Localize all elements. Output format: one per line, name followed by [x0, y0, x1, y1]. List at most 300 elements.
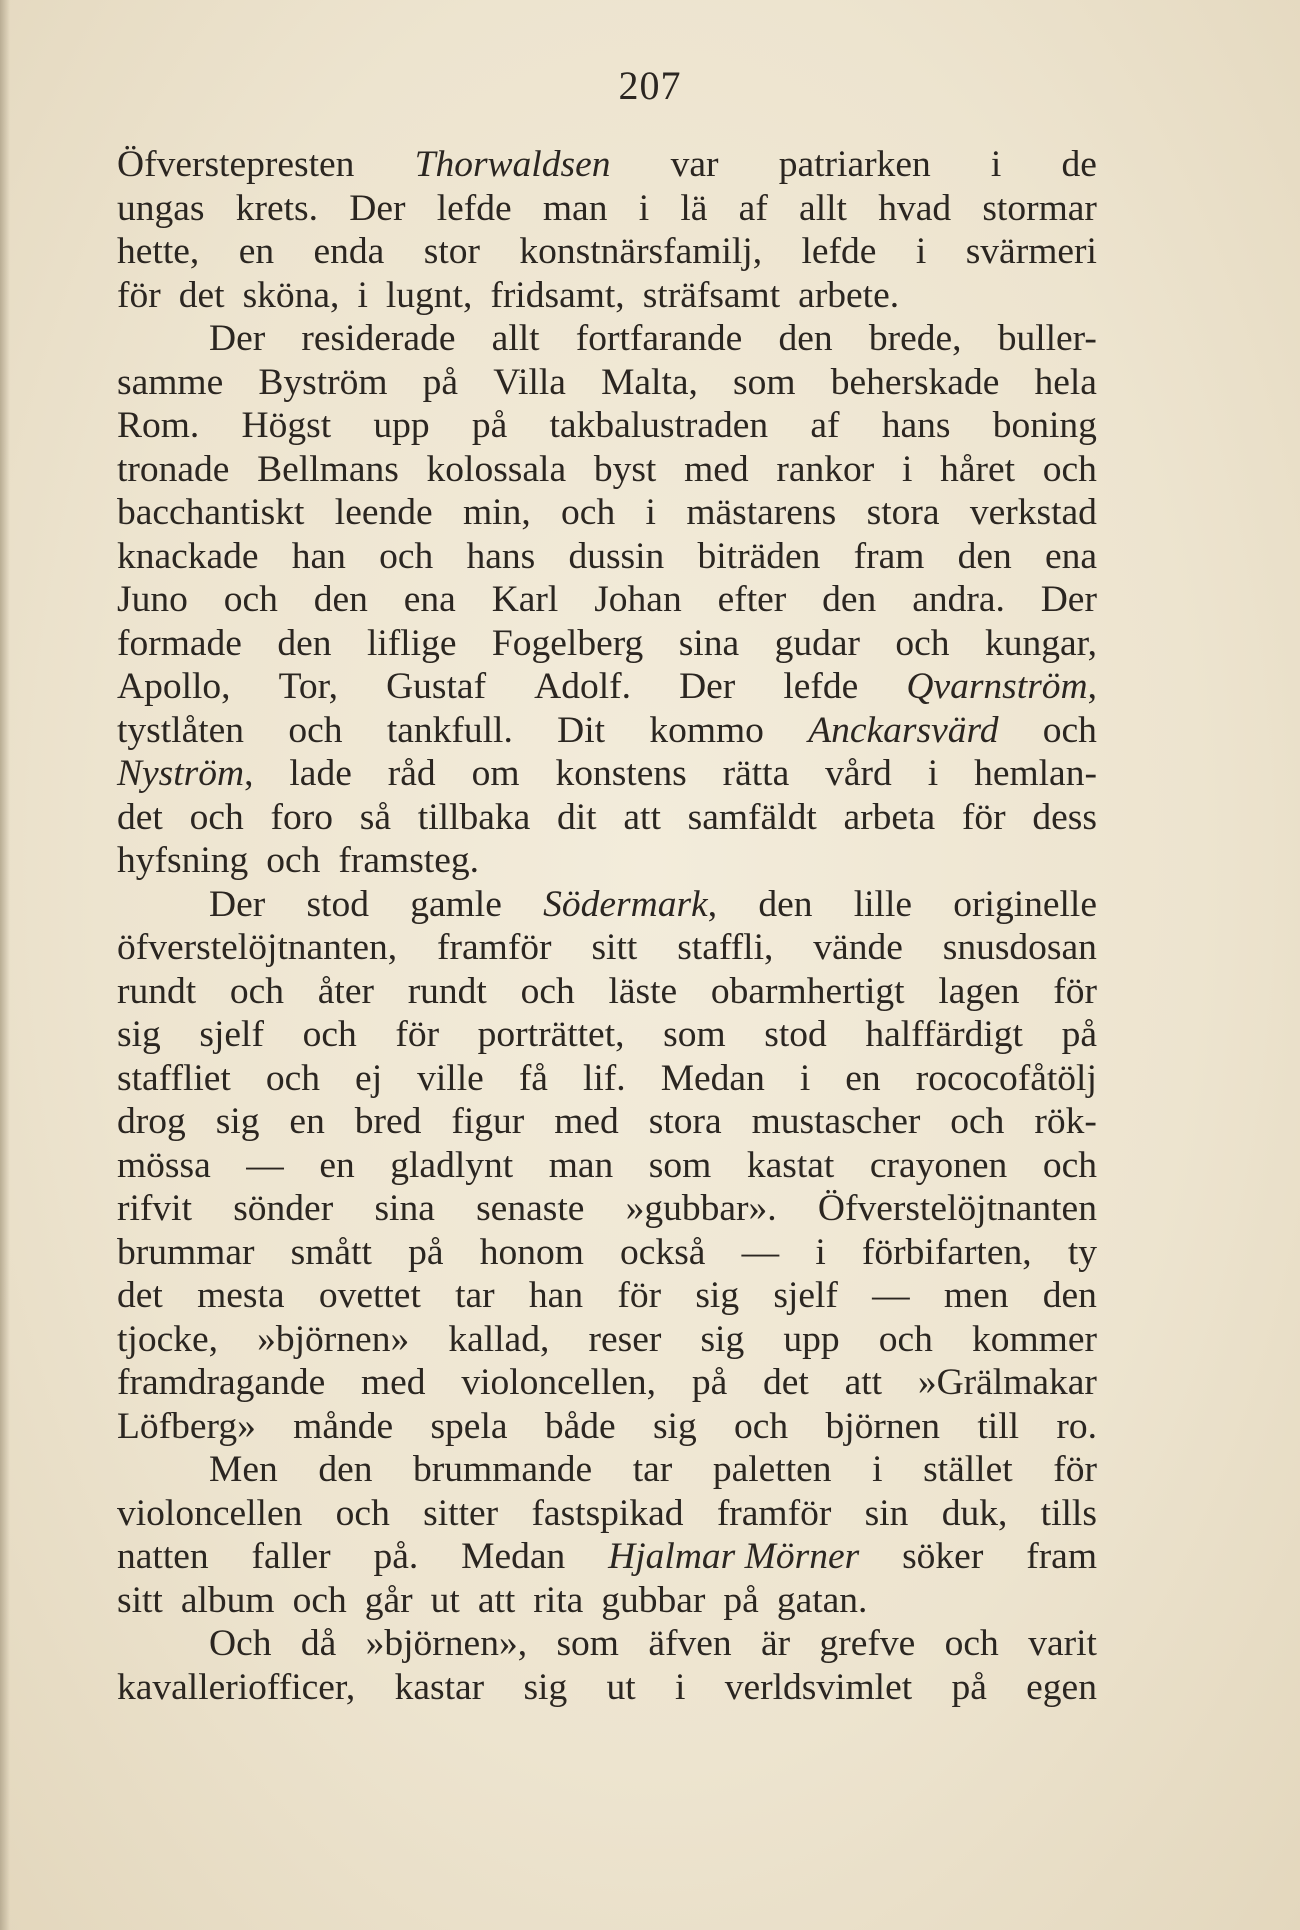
word: buller-	[997, 318, 1097, 359]
body-text	[117, 143, 1097, 1709]
word: sträfsamt	[642, 274, 781, 316]
word: i	[815, 1231, 826, 1273]
word: upp	[373, 405, 430, 446]
word: också	[620, 1231, 706, 1273]
text-line	[117, 535, 1097, 579]
word: rundt	[117, 970, 197, 1012]
word: med	[554, 1101, 619, 1142]
word: fram	[853, 535, 925, 577]
text-line	[117, 752, 1097, 796]
text-line	[117, 1622, 1097, 1666]
word: sitter	[423, 1492, 499, 1534]
word: på	[408, 1231, 444, 1273]
text-line	[117, 274, 1097, 318]
word: hette,	[117, 231, 200, 272]
text-line	[117, 361, 1097, 405]
word: i	[645, 492, 656, 533]
word: ro.	[1056, 1405, 1097, 1447]
word: af	[738, 187, 768, 229]
word: då	[300, 1623, 337, 1664]
word: och	[265, 1057, 321, 1099]
word: en	[238, 231, 275, 272]
word: violoncellen,	[461, 1362, 657, 1403]
text-line	[117, 796, 1097, 840]
word: och	[734, 1405, 789, 1447]
word: porträttet,	[477, 1014, 625, 1055]
word: kommo	[649, 709, 764, 751]
word: fortfarande	[575, 318, 743, 359]
word: mustascher	[751, 1101, 921, 1142]
word: gamle	[410, 883, 502, 925]
word: brummar	[117, 1231, 255, 1273]
word: violoncellen	[117, 1492, 303, 1534]
word: upp	[783, 1318, 840, 1360]
word: enda	[313, 231, 385, 272]
word: album	[180, 1579, 275, 1621]
word: för	[1053, 1449, 1097, 1490]
word: honom	[479, 1231, 584, 1273]
word: Juno	[117, 579, 188, 620]
text-line	[117, 709, 1097, 753]
word: vård	[825, 753, 892, 794]
text-line	[117, 1057, 1097, 1101]
word: råd	[387, 753, 436, 794]
word: och	[335, 1492, 390, 1534]
word: en	[289, 1101, 325, 1142]
word: ovettet	[318, 1275, 421, 1316]
word: Adolf.	[534, 666, 631, 707]
word: ty	[1067, 1231, 1097, 1273]
word: allt	[799, 187, 847, 229]
word: är	[761, 1623, 791, 1664]
text-line	[117, 1231, 1097, 1275]
word: Hjalmar Mörner	[608, 1536, 860, 1577]
word: beherskade	[830, 361, 1000, 403]
text-line	[117, 448, 1097, 492]
word: lä	[680, 187, 708, 229]
word: egen	[1026, 1666, 1097, 1708]
word: rifvit	[117, 1188, 192, 1229]
word: staffliet	[117, 1057, 231, 1099]
word: lugnt,	[385, 274, 473, 316]
text-line	[117, 1492, 1097, 1536]
word: tar	[455, 1275, 495, 1316]
word: Nyström,	[117, 753, 254, 794]
text-line	[117, 1579, 1097, 1623]
word: att	[477, 1579, 516, 1621]
word: ena	[403, 579, 456, 620]
word: och	[1042, 709, 1097, 751]
word: lagen	[938, 970, 1020, 1012]
word: originelle	[953, 883, 1097, 925]
word: öfverstelöjtnanten,	[117, 927, 398, 968]
word: lefde	[801, 231, 877, 272]
word: hans	[881, 405, 951, 446]
word: kastat	[746, 1144, 835, 1186]
word: sig	[215, 1101, 260, 1142]
word: i	[901, 448, 913, 490]
word: rätta	[722, 753, 790, 794]
word: stora	[648, 1101, 722, 1142]
word: så	[359, 796, 392, 838]
word: lefde	[436, 187, 512, 229]
word: det	[117, 796, 163, 838]
word: stället	[923, 1449, 1013, 1490]
word: till	[977, 1405, 1020, 1447]
word: med	[360, 1362, 426, 1403]
word: och	[223, 579, 278, 620]
word: sköna,	[242, 274, 340, 316]
word: dit	[557, 796, 597, 838]
word: den	[318, 1449, 373, 1490]
text-line	[117, 1013, 1097, 1057]
word: bacchantiskt	[117, 492, 305, 533]
text-line	[117, 622, 1097, 666]
word: lif.	[582, 1057, 626, 1099]
word: brede,	[868, 318, 962, 359]
word: på	[723, 1579, 759, 1621]
word: en	[319, 1144, 355, 1186]
word: —	[246, 1144, 284, 1186]
word: »Grälmakar	[917, 1362, 1097, 1403]
word: reser	[588, 1318, 662, 1360]
text-line	[117, 404, 1097, 448]
word: den	[758, 883, 813, 925]
word: smått	[290, 1231, 372, 1273]
word: söker	[902, 1536, 984, 1577]
word: sina	[678, 622, 740, 664]
word: och	[520, 970, 575, 1012]
word: sjelf	[199, 1014, 264, 1055]
word: tills	[1040, 1492, 1097, 1534]
word: den	[313, 579, 368, 620]
word: men	[943, 1275, 1009, 1316]
word: för	[961, 796, 1006, 838]
word: knackade	[117, 535, 259, 577]
word: dussin	[568, 535, 665, 577]
word: och	[292, 1579, 347, 1621]
word: halffärdigt	[865, 1014, 1023, 1055]
word: framsteg.	[338, 840, 479, 881]
word: samfäldt	[687, 796, 817, 838]
text-line	[117, 926, 1097, 970]
word: Bellmans	[257, 448, 399, 490]
word: Södermark,	[543, 883, 718, 925]
word: hyfsning	[117, 840, 249, 881]
word: och	[288, 709, 343, 751]
word: fram	[1026, 1536, 1097, 1577]
word: och	[1042, 1144, 1097, 1186]
word: foro	[270, 796, 333, 838]
word: tankfull.	[386, 709, 513, 751]
word: och	[266, 840, 321, 881]
word: på	[691, 1362, 728, 1403]
word: mesta	[197, 1275, 285, 1316]
text-line	[117, 1361, 1097, 1405]
word: rök-	[1034, 1101, 1097, 1142]
word: sjelf	[773, 1275, 838, 1316]
word: Qvarnström,	[906, 666, 1097, 707]
word: snusdosan	[942, 927, 1097, 968]
text-line	[117, 665, 1097, 709]
word: i	[872, 1449, 883, 1490]
word: sin	[864, 1492, 909, 1534]
page-edge-shadow	[0, 0, 10, 1930]
word: arbete.	[798, 274, 900, 316]
word: Gustaf	[386, 666, 487, 707]
word: verldsvimlet	[724, 1666, 913, 1708]
word: ungas	[117, 187, 205, 229]
word: rankor	[776, 448, 875, 490]
text-line	[117, 883, 1097, 927]
word: rundt	[407, 970, 487, 1012]
text-line	[117, 578, 1097, 622]
word: ena	[1044, 535, 1097, 577]
word: staffli,	[677, 927, 774, 968]
text-line	[117, 1535, 1097, 1579]
word: byst	[593, 448, 657, 490]
text-line	[117, 839, 1097, 883]
word: Öfverstepresten	[117, 144, 355, 185]
word: stormar	[982, 187, 1097, 229]
word: Malta,	[601, 361, 698, 403]
word: Men	[209, 1449, 278, 1490]
word: sitt	[117, 1579, 163, 1621]
word: liflige	[366, 622, 457, 664]
word: tronade	[117, 448, 230, 490]
word: som	[648, 1144, 712, 1186]
word: i	[357, 274, 368, 316]
word: och	[561, 492, 616, 533]
word: stor	[423, 231, 480, 272]
page-number: 207	[618, 63, 682, 108]
word: crayonen	[869, 1144, 1008, 1186]
word: i	[799, 1057, 811, 1099]
word: paletten	[712, 1449, 832, 1490]
word: han	[291, 535, 346, 577]
word: och	[950, 1101, 1005, 1142]
word: sönder	[233, 1188, 334, 1229]
word: takbalustraden	[549, 405, 769, 446]
word: framdragande	[117, 1362, 326, 1403]
word: mössa	[117, 1144, 211, 1186]
text-line	[117, 187, 1097, 231]
word: man	[542, 187, 608, 229]
word: ut	[606, 1666, 636, 1708]
word: hela	[1034, 361, 1097, 403]
word: gubbar	[601, 1579, 706, 1621]
word: ville	[417, 1057, 484, 1099]
word: på	[471, 405, 508, 446]
text-line	[117, 1666, 1097, 1710]
word: Der	[1040, 579, 1097, 620]
word: Der	[349, 187, 406, 229]
word: på	[422, 361, 459, 403]
word: den	[277, 622, 332, 664]
word: framför	[716, 1492, 832, 1534]
word: samme	[117, 361, 224, 403]
word: stod	[764, 1014, 827, 1055]
word: håret	[940, 448, 1016, 490]
word: rita	[533, 1579, 584, 1621]
word: rococofåtölj	[915, 1057, 1097, 1099]
text-line	[117, 143, 1097, 187]
word: var	[670, 144, 719, 185]
word: stora	[866, 492, 940, 533]
word: som	[733, 361, 796, 403]
word: ej	[355, 1057, 383, 1099]
word: sitt	[591, 927, 638, 968]
word: grefve	[819, 1623, 916, 1664]
word: på	[1061, 1014, 1097, 1055]
word: och	[1042, 448, 1097, 490]
word: sig	[523, 1666, 568, 1708]
word: och	[944, 1623, 999, 1664]
word: natten	[117, 1536, 209, 1577]
word: ut	[430, 1579, 460, 1621]
word: brummande	[413, 1449, 593, 1490]
word: hvad	[878, 187, 952, 229]
word: det	[178, 274, 225, 316]
word: gudar	[774, 622, 860, 664]
text-line	[117, 1405, 1097, 1449]
word: den	[822, 579, 877, 620]
word: boning	[992, 405, 1097, 446]
word: björnen	[825, 1405, 941, 1447]
word: månde	[293, 1405, 394, 1447]
word: Dit	[557, 709, 606, 751]
text-line	[117, 1144, 1097, 1188]
word: lille	[853, 883, 913, 925]
word: i	[674, 1666, 686, 1708]
word: drog	[117, 1101, 186, 1142]
word: vände	[813, 927, 903, 968]
word: går	[364, 1579, 413, 1621]
word: tjocke,	[117, 1318, 219, 1360]
word: han	[528, 1275, 584, 1316]
word: leende	[334, 492, 433, 533]
word: Högst	[241, 405, 332, 446]
word: figur	[451, 1101, 525, 1142]
text-line	[117, 230, 1097, 274]
word: och	[189, 796, 244, 838]
word: Thorwaldsen	[414, 144, 611, 185]
word: mästarens	[686, 492, 837, 533]
word: lefde	[783, 666, 859, 707]
word: Tor,	[278, 666, 339, 707]
text-line	[117, 1187, 1097, 1231]
word: sig	[117, 1014, 161, 1055]
word: Der	[679, 666, 736, 707]
word: Öfverstelöjtnanten	[817, 1188, 1097, 1229]
word: man	[548, 1144, 614, 1186]
word: för	[617, 1275, 662, 1316]
word: obarmhertigt	[710, 970, 905, 1012]
word: faller	[251, 1536, 331, 1577]
word: Villa	[493, 361, 566, 403]
word: Byström	[258, 361, 388, 403]
word: Medan	[660, 1057, 765, 1099]
word: tystlåten	[117, 709, 245, 751]
text-line	[117, 1100, 1097, 1144]
word: gladlynt	[390, 1144, 514, 1186]
word: och	[229, 970, 285, 1012]
word: —	[872, 1275, 910, 1316]
word: svärmeri	[965, 231, 1097, 272]
word: hans	[466, 535, 536, 577]
word: Fogelberg	[491, 622, 644, 664]
text-line	[117, 1274, 1097, 1318]
word: Och	[209, 1623, 272, 1664]
word: efter	[717, 579, 787, 620]
word: spela	[430, 1405, 508, 1447]
text-line	[117, 317, 1097, 361]
word: för	[395, 1014, 440, 1055]
word: dess	[1032, 796, 1097, 838]
word: Anckarsvärd	[808, 709, 999, 751]
word: kavalleriofficer,	[117, 1666, 356, 1708]
word: af	[810, 405, 840, 446]
word: få	[518, 1057, 548, 1099]
text-line	[117, 1448, 1097, 1492]
word: det	[117, 1275, 163, 1316]
word: för	[117, 274, 161, 316]
word: den	[778, 318, 833, 359]
word: sig	[652, 1405, 697, 1447]
word: Der	[209, 318, 266, 359]
word: förbifarten,	[861, 1231, 1032, 1273]
word: arbeta	[843, 796, 936, 838]
word: läste	[608, 970, 678, 1012]
word: kallad,	[448, 1318, 550, 1360]
word: kastar	[394, 1666, 485, 1708]
word: konstens	[555, 753, 687, 794]
word: de	[1061, 144, 1097, 185]
word: andra.	[912, 579, 1005, 620]
word: »gubbar».	[625, 1188, 777, 1229]
text-line	[117, 1318, 1097, 1362]
word: fridsamt,	[490, 274, 625, 316]
word: med	[684, 448, 749, 490]
word: på.	[373, 1536, 419, 1577]
word: äfven	[648, 1623, 732, 1664]
word: Der	[209, 883, 266, 925]
word: duk,	[941, 1492, 1008, 1534]
word: sig	[700, 1318, 745, 1360]
word: framför	[437, 927, 552, 968]
text-line	[117, 491, 1097, 535]
word: sina	[374, 1188, 435, 1229]
word: min,	[462, 492, 531, 533]
word: och	[302, 1014, 357, 1055]
word: både	[544, 1405, 616, 1447]
word: den	[957, 535, 1012, 577]
text-line	[117, 970, 1097, 1014]
word: Johan	[594, 579, 682, 620]
word: som	[556, 1623, 619, 1664]
word: biträden	[697, 535, 821, 577]
word: senaste	[476, 1188, 585, 1229]
word: »björnen»	[257, 1318, 410, 1360]
word: i	[915, 231, 927, 272]
word: patriarken	[778, 144, 931, 185]
word: som	[663, 1014, 726, 1055]
word: Karl	[491, 579, 559, 620]
word: krets.	[235, 187, 319, 229]
word: i	[927, 753, 939, 794]
word: om	[471, 753, 520, 794]
word: åter	[317, 970, 374, 1012]
